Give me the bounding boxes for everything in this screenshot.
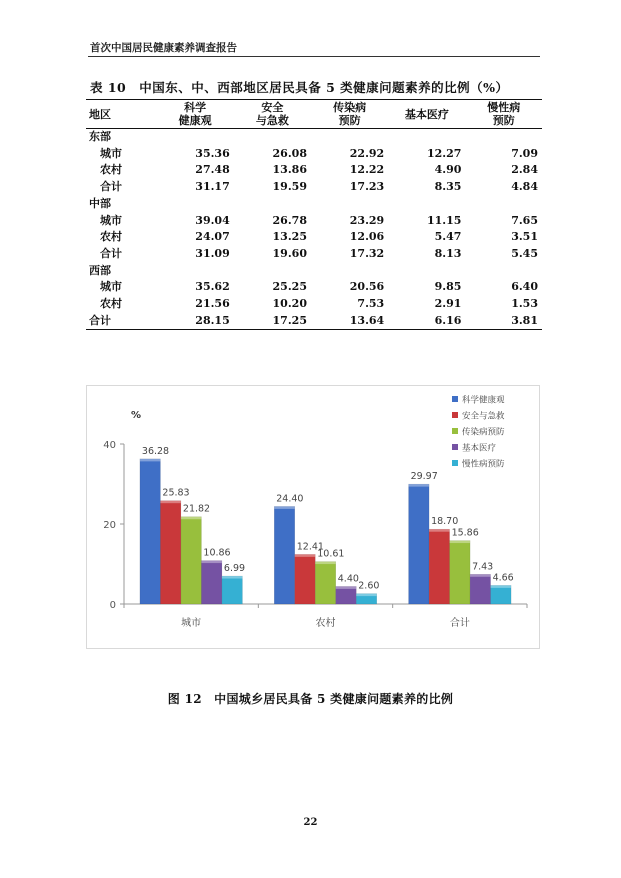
cell-value: 5.45 (511, 246, 538, 260)
y-tick-label: 20 (103, 520, 116, 531)
header-rule (88, 56, 540, 57)
bar (295, 554, 316, 604)
cell-value: 7.65 (511, 213, 538, 227)
cell-value: 13.25 (272, 230, 307, 244)
table-row (86, 179, 542, 196)
row-label: 东部 (89, 130, 111, 143)
legend-swatch (452, 412, 458, 418)
cell-value (311, 263, 388, 280)
bar-value-label: 10.86 (203, 547, 231, 559)
bar-highlight (274, 506, 295, 509)
cell-value: 4.84 (511, 180, 538, 194)
cell-value: 24.07 (195, 230, 230, 244)
cell-value (388, 263, 465, 280)
row-label: 城市 (100, 213, 122, 227)
cell-value: 35.36 (195, 146, 230, 160)
figure-caption: 图 12 中国城乡居民具备 5 类健康问题素养的比例 (167, 692, 454, 706)
cell-value: 17.32 (349, 246, 385, 260)
bar (140, 459, 161, 604)
legend-label: 传染病预防 (462, 427, 505, 438)
cell-value: 17.25 (234, 313, 311, 330)
bar-highlight (140, 459, 161, 462)
cell-value (311, 196, 388, 213)
bar-value-label: 25.83 (162, 487, 190, 499)
legend-swatch (452, 444, 458, 450)
cell-value (157, 196, 234, 213)
cell-value: 27.48 (195, 163, 230, 177)
bar-highlight (201, 561, 222, 564)
bar (181, 517, 202, 604)
cell-value: 31.09 (195, 246, 230, 260)
bar-value-label: 21.82 (182, 503, 211, 515)
bar (160, 501, 181, 604)
bar-value-label: 7.43 (472, 561, 494, 573)
bar-highlight (222, 576, 243, 579)
bar-value-label: 29.97 (410, 471, 438, 483)
region-table (86, 99, 542, 330)
col-header-region: 地区 (86, 100, 157, 129)
bar-highlight (356, 594, 377, 597)
cell-value: 19.60 (272, 246, 307, 260)
bar-value-label: 24.40 (276, 493, 304, 505)
cell-value (388, 196, 465, 213)
bar-highlight (295, 554, 316, 557)
bar-highlight (315, 562, 336, 565)
cell-value: 12.06 (349, 230, 385, 244)
cell-value: 12.22 (349, 163, 385, 177)
bar (470, 574, 491, 604)
bar-value-label: 15.86 (451, 527, 479, 539)
cell-value: 8.13 (434, 246, 462, 260)
legend-swatch (452, 428, 458, 434)
cell-value: 5.47 (434, 230, 462, 244)
col-header-basic-medical: 基本医疗 (388, 100, 465, 129)
cell-value: 2.84 (511, 163, 538, 177)
cell-value: 9.85 (434, 280, 462, 294)
row-label: 农村 (100, 230, 122, 244)
bar (274, 506, 295, 604)
col-header-chronic: 慢性病 预防 (465, 100, 542, 129)
table-row (86, 296, 542, 313)
cell-value: 4.90 (434, 163, 462, 177)
bar (491, 585, 512, 604)
legend-swatch (452, 396, 458, 402)
row-label: 西部 (89, 263, 111, 277)
legend-label: 安全与急救 (462, 411, 505, 422)
cell-value: 1.53 (511, 297, 538, 311)
row-label: 合计 (100, 180, 122, 194)
bar-highlight (429, 529, 450, 532)
cell-value: 11.15 (427, 213, 462, 227)
cell-value: 23.29 (349, 213, 385, 227)
bar (450, 541, 471, 604)
table-group-row (86, 129, 542, 146)
row-label: 农村 (100, 163, 122, 177)
bar-value-label: 36.28 (141, 445, 170, 457)
legend-swatch (452, 460, 458, 466)
bar-value-label: 4.66 (492, 572, 514, 584)
cell-value (388, 129, 465, 146)
cell-value (234, 196, 311, 213)
cell-value: 6.40 (511, 280, 538, 294)
cell-value: 26.08 (272, 146, 307, 160)
table-row (86, 146, 542, 163)
cell-value (311, 129, 388, 146)
table-row (86, 246, 542, 263)
legend-label: 科学健康观 (462, 395, 505, 406)
x-category-label: 合计 (449, 618, 470, 629)
cell-value (465, 129, 542, 146)
col-header-infectious: 传染病 预防 (311, 100, 388, 129)
cell-value: 13.86 (272, 163, 307, 177)
cell-value: 7.09 (511, 146, 538, 160)
cell-value (465, 196, 542, 213)
running-header: 首次中国居民健康素养调查报告 (90, 42, 237, 54)
cell-value: 39.04 (195, 213, 230, 227)
table-body (86, 129, 542, 330)
row-label: 合计 (100, 246, 122, 260)
cell-value: 2.91 (434, 297, 462, 311)
cell-value: 25.25 (272, 280, 307, 294)
bar-value-label: 6.99 (223, 563, 246, 575)
table-caption: 表 10 中国东、中、西部地区居民具备 5 类健康问题素养的比例（%） (90, 80, 509, 95)
row-label: 农村 (100, 297, 122, 311)
bar-highlight (181, 517, 202, 520)
x-category-label: 城市 (181, 618, 202, 629)
x-category-label: 农村 (315, 618, 336, 629)
bar-value-label: 18.70 (431, 516, 459, 528)
cell-value: 12.27 (427, 146, 462, 160)
bar-value-label: 12.41 (296, 541, 324, 553)
table-row (86, 313, 542, 330)
bar-highlight (470, 574, 491, 577)
bar-chart-svg (87, 386, 539, 648)
bar-highlight (160, 501, 181, 504)
table-row (86, 229, 542, 246)
cell-value: 22.92 (349, 146, 385, 160)
legend-label: 慢性病预防 (462, 459, 505, 470)
bar-value-label: 2.60 (358, 580, 380, 592)
bar-highlight (409, 484, 430, 487)
cell-value: 20.56 (349, 280, 385, 294)
cell-value (234, 129, 311, 146)
cell-value: 10.20 (272, 297, 307, 311)
cell-value (157, 263, 234, 280)
bar (409, 484, 430, 604)
bar (201, 561, 222, 604)
cell-value: 26.78 (272, 213, 307, 227)
bar (429, 529, 450, 604)
cell-value: 31.17 (195, 180, 230, 194)
bar-highlight (450, 541, 471, 544)
page-number: 22 (303, 817, 318, 828)
col-header-safety: 安全 与急救 (234, 100, 311, 129)
cell-value: 8.35 (434, 180, 462, 194)
table-row (86, 162, 542, 179)
row-label: 城市 (100, 146, 122, 160)
table-row (86, 213, 542, 230)
bar-value-label: 10.61 (317, 548, 345, 560)
row-label: 城市 (100, 280, 122, 294)
row-label: 中部 (89, 196, 111, 210)
bar (222, 576, 243, 604)
table-row (86, 279, 542, 296)
cell-value: 35.62 (195, 280, 230, 294)
bar (315, 562, 336, 604)
row-label: 合计 (86, 313, 157, 330)
y-tick-label: 40 (103, 440, 116, 451)
cell-value: 19.59 (272, 180, 307, 194)
cell-value: 17.23 (349, 180, 385, 194)
bar (336, 586, 357, 604)
bar-chart (86, 385, 540, 649)
cell-value (157, 129, 234, 146)
cell-value: 28.15 (157, 313, 234, 330)
table-header-row (86, 100, 542, 129)
legend-label: 基本医疗 (462, 443, 497, 454)
cell-value: 3.51 (511, 230, 538, 244)
bar-highlight (491, 585, 512, 588)
cell-value: 13.64 (311, 313, 388, 330)
bar-highlight (336, 586, 357, 589)
cell-value (234, 263, 311, 280)
cell-value: 3.81 (465, 313, 542, 330)
cell-value: 7.53 (357, 297, 385, 311)
table-group-row (86, 263, 542, 280)
y-tick-label: 0 (109, 600, 116, 611)
cell-value (465, 263, 542, 280)
col-header-health-view: 科学 健康观 (157, 100, 234, 129)
cell-value: 21.56 (195, 297, 230, 311)
y-axis-label: % (131, 410, 142, 421)
cell-value: 6.16 (388, 313, 465, 330)
bar-value-label: 4.40 (337, 573, 359, 585)
table-group-row (86, 196, 542, 213)
